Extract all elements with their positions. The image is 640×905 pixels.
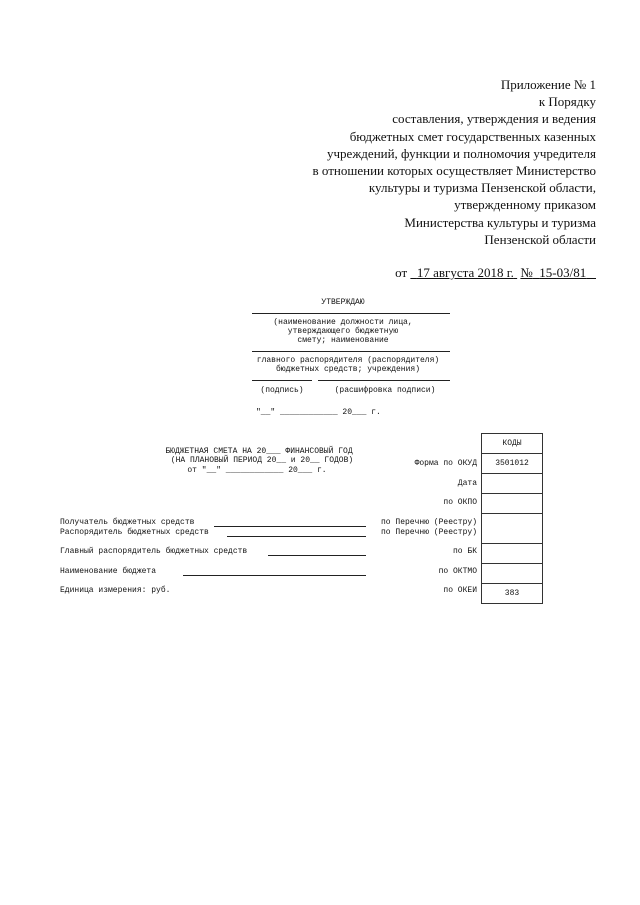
code-okud: 3501012 xyxy=(482,454,543,474)
label-registry: по Перечню (Реестру) xyxy=(380,518,477,527)
chief-manager-line xyxy=(268,555,366,556)
number-prefix: № xyxy=(520,265,533,281)
organization-line xyxy=(252,351,450,352)
organization-caption: бюджетных средств; учреждения) xyxy=(275,365,421,374)
appendix-line: утвержденному приказом xyxy=(454,197,596,213)
approval-title: УТВЕРЖДАЮ xyxy=(321,298,365,307)
label-oktmo: по ОКТМО xyxy=(438,567,477,576)
code-bk xyxy=(482,544,543,564)
label-chief-manager: Главный распорядитель бюджетных средств xyxy=(60,547,248,556)
signature-caption: (подпись) xyxy=(260,386,304,395)
order-date-line xyxy=(236,264,596,281)
organization-caption: главного распорядителя (распорядителя) xyxy=(256,356,440,365)
label-form-okud: Форма по ОКУД xyxy=(414,459,477,468)
code-date xyxy=(482,474,543,494)
date-prefix: от xyxy=(395,265,408,281)
code-okpo xyxy=(482,494,543,514)
label-okpo: по ОКПО xyxy=(443,498,477,507)
appendix-line: Пензенской области xyxy=(484,231,596,247)
label-recipient: Получатель бюджетных средств xyxy=(60,518,195,527)
appendix-line: Приложение № 1 xyxy=(500,77,596,92)
code-oktmo xyxy=(482,564,543,584)
label-manager: Распорядитель бюджетных средств xyxy=(60,528,209,537)
position-caption: (наименование должности лица, xyxy=(273,318,413,327)
recipient-line xyxy=(214,526,366,527)
code-reestr xyxy=(482,514,543,544)
codes-header: КОДЫ xyxy=(482,434,543,454)
estimate-planning-period: (НА ПЛАНОВЫЙ ПЕРИОД 20__ и 20__ ГОДОВ) xyxy=(170,456,354,465)
position-line xyxy=(252,313,450,314)
label-okei: по ОКЕИ xyxy=(443,586,477,595)
signature-decode-line xyxy=(318,380,450,381)
budget-name-line xyxy=(183,575,366,576)
appendix-line: учреждений, функции и полномочия учредителя xyxy=(327,145,596,161)
estimate-date: от "__" ____________ 20___ г. xyxy=(187,466,327,475)
appendix-line: бюджетных смет государственных казенных xyxy=(349,128,596,144)
appendix-line: к Порядку xyxy=(538,94,596,110)
appendix-line: в отношении которых осуществляет Министерство xyxy=(312,163,596,179)
label-date: Дата xyxy=(457,479,477,488)
label-bk: по БК xyxy=(452,547,477,556)
appendix-header xyxy=(236,76,596,281)
appendix-line: Министерства культуры и туризма xyxy=(404,214,596,230)
label-registry: по Перечню (Реестру) xyxy=(380,528,477,537)
signature-line xyxy=(252,380,312,381)
label-budget-name: Наименование бюджета xyxy=(60,567,157,576)
position-caption: смету; наименование xyxy=(297,336,389,345)
approval-date-line: "__" ____________ 20___ г. xyxy=(256,408,381,417)
estimate-title: БЮДЖЕТНАЯ СМЕТА НА 20___ ФИНАНСОВЫЙ ГОД xyxy=(165,447,353,456)
codes-table xyxy=(481,433,543,604)
code-okei: 383 xyxy=(482,584,543,604)
appendix-line: культуры и туризма Пензенской области, xyxy=(368,180,596,196)
label-unit: Единица измерения: руб. xyxy=(60,586,171,595)
order-date: 17 августа 2018 г. xyxy=(416,265,514,281)
order-number: 15-03/81 xyxy=(539,265,587,281)
appendix-line: составления, утверждения и ведения xyxy=(392,111,596,127)
position-caption: утверждающего бюджетную xyxy=(287,327,399,336)
signature-decode-caption: (расшифровка подписи) xyxy=(334,386,436,395)
manager-line xyxy=(227,536,366,537)
